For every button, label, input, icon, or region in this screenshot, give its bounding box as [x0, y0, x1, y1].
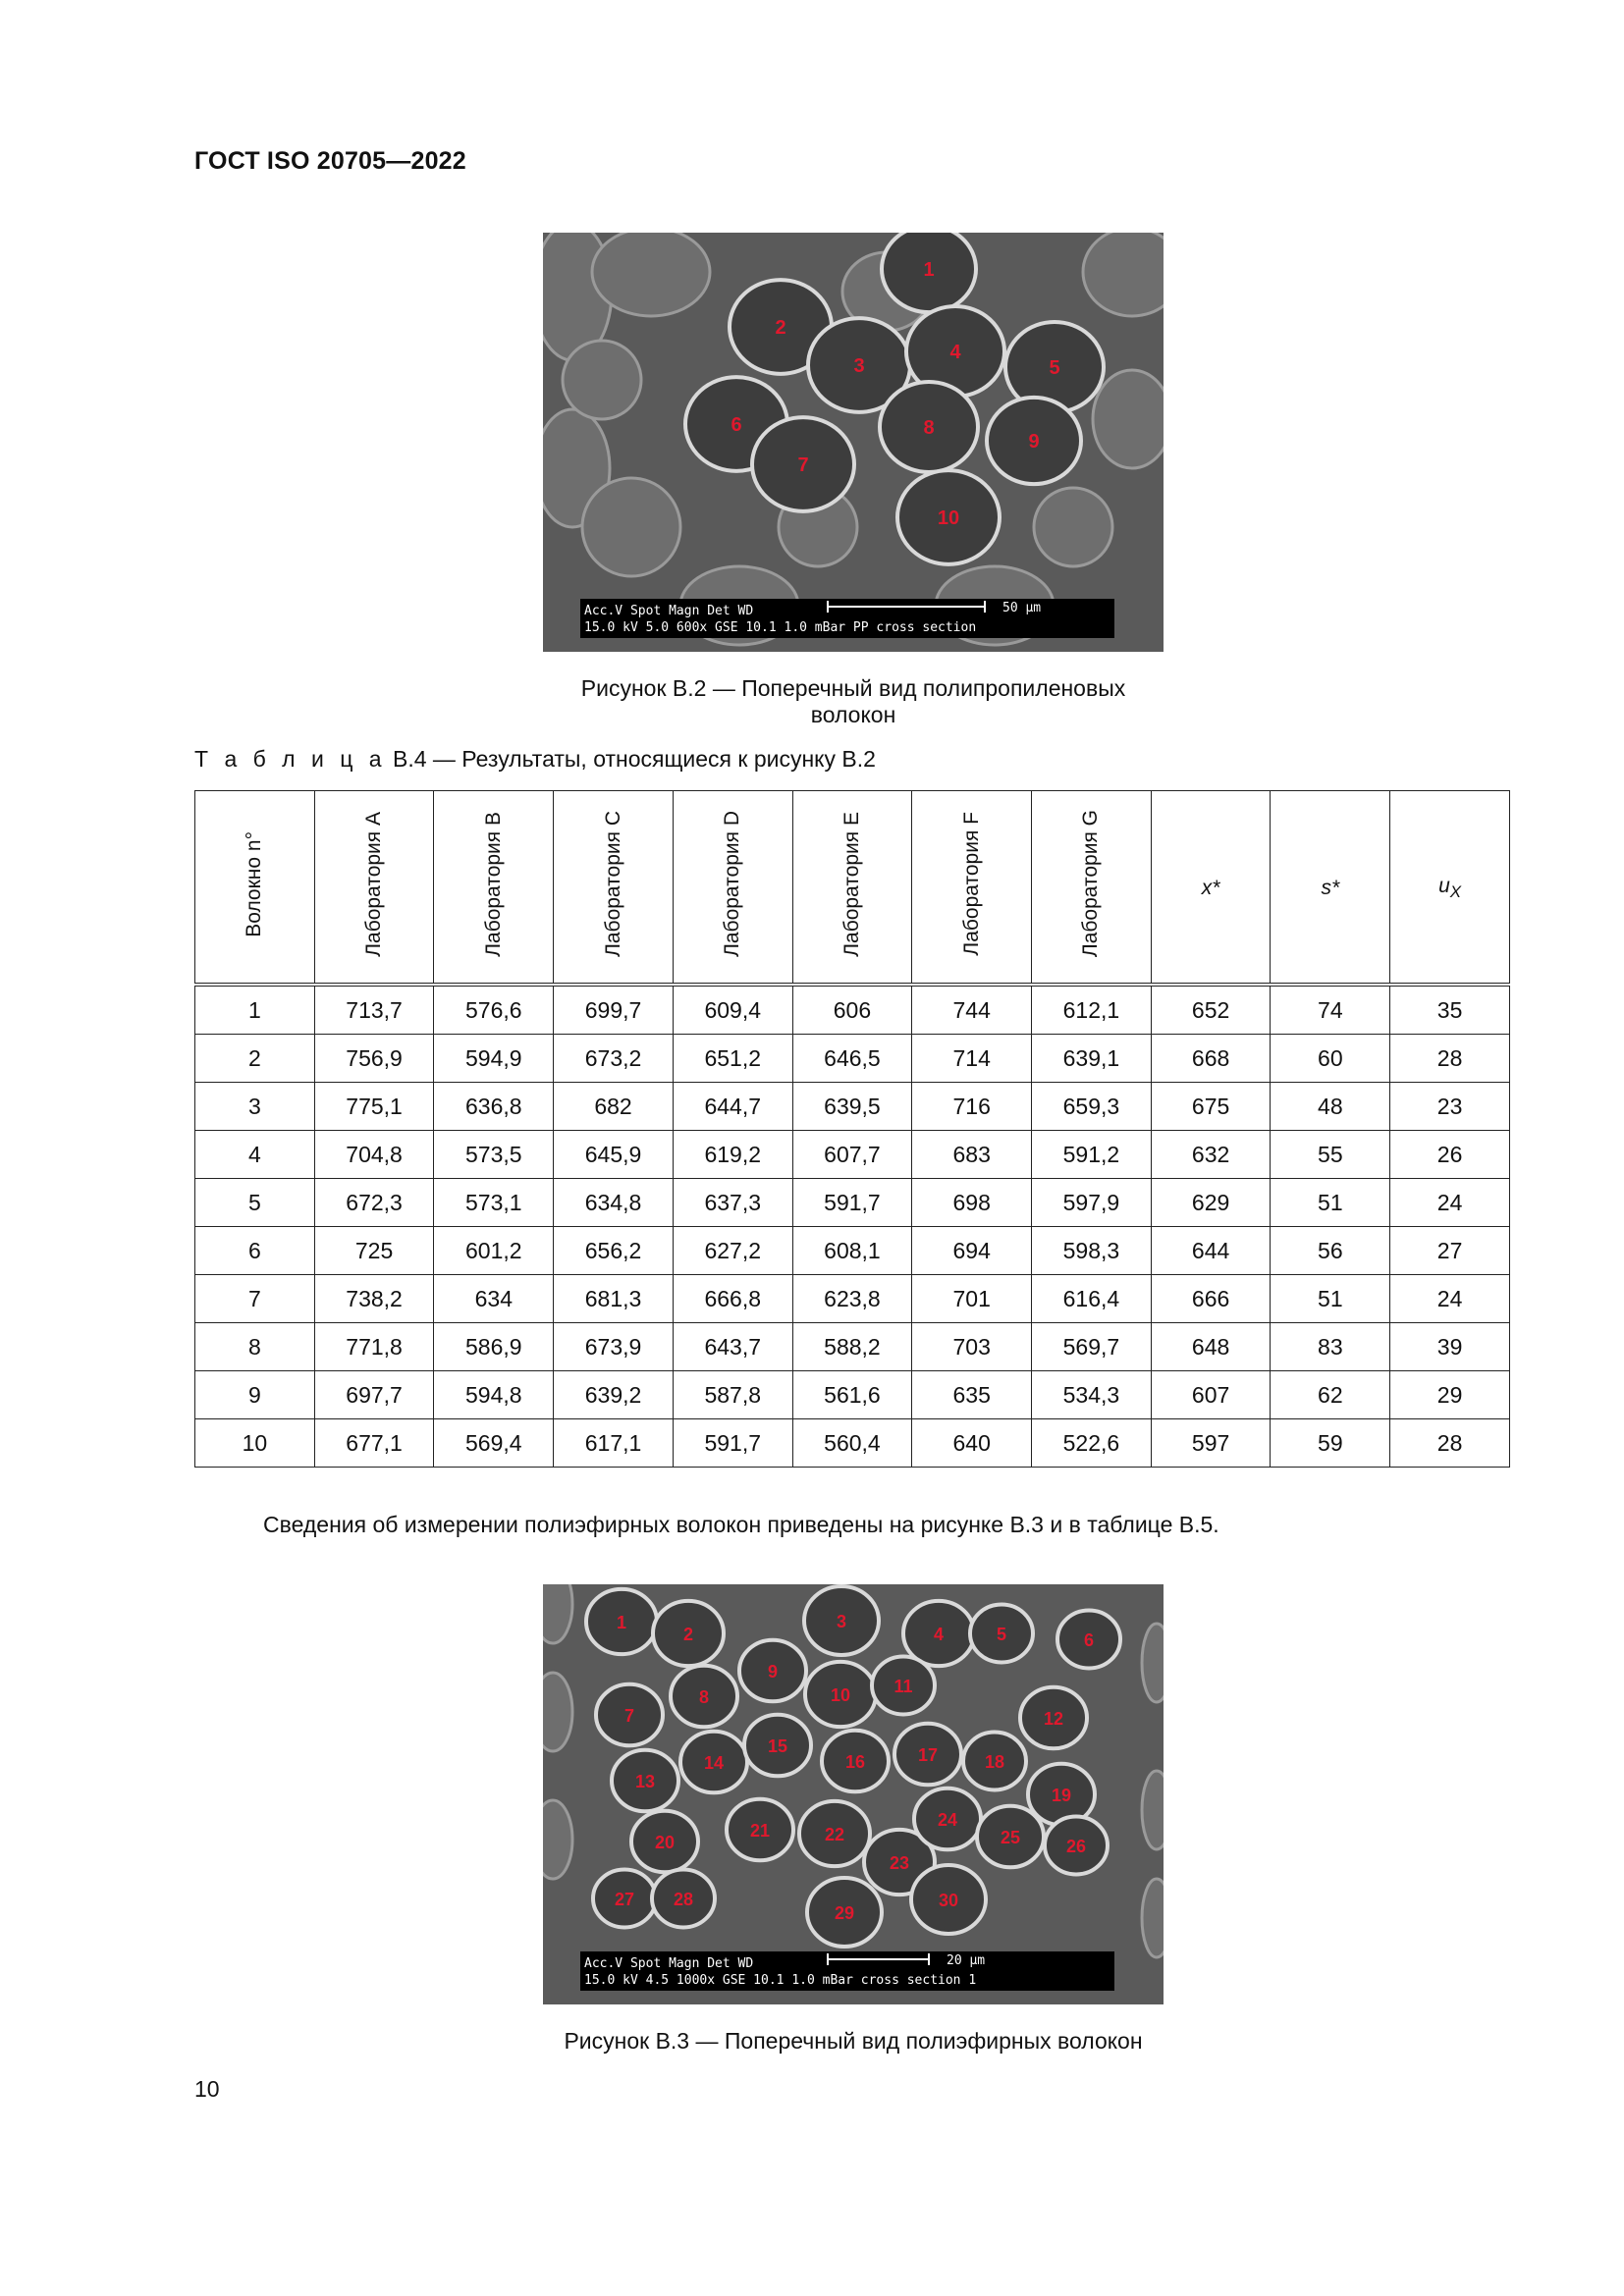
fiber-label: 5 — [996, 1625, 1007, 1644]
table-cell: 643,7 — [673, 1323, 792, 1371]
background-fiber — [1093, 370, 1164, 468]
results-table — [194, 790, 1510, 1468]
table-cell: 586,9 — [434, 1323, 554, 1371]
table-cell: 5 — [195, 1179, 315, 1227]
fiber-label: 3 — [853, 355, 865, 377]
table-cell: 24 — [1390, 1179, 1510, 1227]
fiber-cross-section — [882, 233, 976, 312]
table-cell: 659,3 — [1032, 1083, 1152, 1131]
column-header — [792, 791, 912, 986]
table-cell: 697,7 — [314, 1371, 434, 1419]
fiber-label: 7 — [797, 454, 809, 476]
fiber-cross-section — [671, 1666, 737, 1728]
table-cell: 62 — [1271, 1371, 1390, 1419]
table-cell: 522,6 — [1032, 1419, 1152, 1468]
table-cell: 60 — [1271, 1035, 1390, 1083]
fiber-label: 26 — [1065, 1837, 1087, 1856]
table-cell: 9 — [195, 1371, 315, 1419]
sem-info-line: Acc.V Spot Magn Det WD — [584, 604, 754, 618]
table-cell: 672,3 — [314, 1179, 434, 1227]
table-cell: 652 — [1151, 985, 1271, 1035]
fiber-cross-section — [914, 1789, 981, 1850]
table-label: Т а б л и ц а — [194, 746, 387, 772]
fiber-label: 2 — [775, 317, 786, 339]
table-cell: 666,8 — [673, 1275, 792, 1323]
table-cell: 682 — [554, 1083, 674, 1131]
column-header-label: Лаборатория F — [959, 812, 983, 956]
table-row — [195, 1035, 1510, 1083]
fiber-label: 20 — [654, 1833, 676, 1852]
table-cell: 573,5 — [434, 1131, 554, 1179]
table-cell: 576,6 — [434, 985, 554, 1035]
fiber-label: 4 — [933, 1625, 945, 1644]
table-cell: 601,2 — [434, 1227, 554, 1275]
column-header-label: Лаборатория В — [481, 811, 505, 957]
table-cell: 673,2 — [554, 1035, 674, 1083]
figure-b2-sem-image — [543, 233, 1164, 652]
table-cell: 639,5 — [792, 1083, 912, 1131]
table-cell: 23 — [1390, 1083, 1510, 1131]
figure-b3-caption: Рисунок В.3 — Поперечный вид полиэфирных волокон — [564, 2028, 1143, 2054]
table-cell: 39 — [1390, 1323, 1510, 1371]
table-cell: 1 — [195, 985, 315, 1035]
table-cell: 636,8 — [434, 1083, 554, 1131]
fiber-label: 14 — [703, 1753, 725, 1773]
table-caption-text: В.4 — Результаты, относящиеся к рисунку В.2 — [392, 746, 876, 772]
fiber-label: 5 — [1049, 357, 1060, 379]
fiber-cross-section — [1020, 1687, 1087, 1749]
table-cell: 569,7 — [1032, 1323, 1152, 1371]
fiber-cross-section — [596, 1684, 663, 1746]
table-cell: 591,7 — [792, 1179, 912, 1227]
table-cell: 644,7 — [673, 1083, 792, 1131]
table-header-row — [195, 791, 1510, 986]
table-cell: 2 — [195, 1035, 315, 1083]
fiber-cross-section — [822, 1731, 889, 1792]
column-header — [1151, 791, 1271, 986]
fiber-cross-section — [807, 1878, 882, 1947]
table-cell: 28 — [1390, 1419, 1510, 1468]
table-cell: 632 — [1151, 1131, 1271, 1179]
table-cell: 51 — [1271, 1179, 1390, 1227]
table-cell: 591,7 — [673, 1419, 792, 1468]
background-fiber — [1142, 1624, 1164, 1702]
fiber-cross-section — [804, 1586, 879, 1655]
column-header-label: Лаборатория Е — [839, 811, 863, 957]
table-cell: 10 — [195, 1419, 315, 1468]
table-row — [195, 1227, 1510, 1275]
sem-info-line: Acc.V Spot Magn Det WD — [584, 1956, 754, 1971]
fiber-cross-section — [872, 1657, 935, 1715]
table-cell: 639,2 — [554, 1371, 674, 1419]
fiber-cross-section — [977, 1806, 1044, 1868]
table-cell: 607,7 — [792, 1131, 912, 1179]
table-cell: 594,8 — [434, 1371, 554, 1419]
table-cell: 591,2 — [1032, 1131, 1152, 1179]
background-fiber — [1034, 488, 1112, 566]
table-row — [195, 1131, 1510, 1179]
fiber-label: 29 — [834, 1903, 855, 1923]
table-body — [195, 985, 1510, 1468]
table-row — [195, 1275, 1510, 1323]
background-fiber — [543, 1673, 572, 1751]
table-cell: 694 — [912, 1227, 1032, 1275]
column-header — [195, 791, 315, 986]
fiber-cross-section — [652, 1870, 715, 1928]
fiber-cross-section — [1045, 1817, 1108, 1875]
table-cell: 648 — [1151, 1323, 1271, 1371]
column-header-label: s* — [1321, 877, 1340, 899]
column-header-label: Лаборатория D — [721, 811, 744, 957]
table-cell: 699,7 — [554, 985, 674, 1035]
table-cell: 48 — [1271, 1083, 1390, 1131]
fiber-label: 11 — [893, 1677, 913, 1696]
fiber-label: 25 — [1000, 1828, 1021, 1847]
fiber-label: 1 — [616, 1613, 627, 1632]
table-cell: 28 — [1390, 1035, 1510, 1083]
table-cell: 587,8 — [673, 1371, 792, 1419]
table-cell: 55 — [1271, 1131, 1390, 1179]
fiber-cross-section — [727, 1799, 793, 1861]
table-cell: 756,9 — [314, 1035, 434, 1083]
table-cell: 629 — [1151, 1179, 1271, 1227]
fiber-cross-section — [752, 417, 854, 511]
table-cell: 703 — [912, 1323, 1032, 1371]
table-cell: 6 — [195, 1227, 315, 1275]
table-cell: 27 — [1390, 1227, 1510, 1275]
table-cell: 725 — [314, 1227, 434, 1275]
table-cell: 683 — [912, 1131, 1032, 1179]
table-cell: 619,2 — [673, 1131, 792, 1179]
table-cell: 597,9 — [1032, 1179, 1152, 1227]
fiber-cross-section — [739, 1640, 806, 1702]
table-cell: 716 — [912, 1083, 1032, 1131]
table-cell: 644 — [1151, 1227, 1271, 1275]
column-header-label: Лаборатория G — [1079, 810, 1103, 958]
table-cell: 677,1 — [314, 1419, 434, 1468]
column-header-label: x* — [1201, 877, 1220, 899]
scale-bar-label: 50 µm — [1002, 601, 1042, 615]
table-cell: 704,8 — [314, 1131, 434, 1179]
table-cell: 3 — [195, 1083, 315, 1131]
fiber-label: 8 — [923, 417, 935, 439]
fiber-label: 7 — [623, 1706, 635, 1726]
table-cell: 606 — [792, 985, 912, 1035]
table-cell: 771,8 — [314, 1323, 434, 1371]
column-header — [434, 791, 554, 986]
table-cell: 561,6 — [792, 1371, 912, 1419]
fiber-cross-section — [970, 1605, 1033, 1663]
fiber-label: 2 — [682, 1625, 694, 1644]
figure-b2-caption: Рисунок В.2 — Поперечный вид полипропиленовых волокон — [580, 675, 1126, 727]
fiber-label: 30 — [938, 1891, 959, 1910]
fiber-cross-section — [680, 1732, 747, 1793]
fiber-label: 27 — [614, 1890, 635, 1909]
fiber-cross-section — [612, 1750, 678, 1812]
table-row — [195, 985, 1510, 1035]
background-fiber — [1142, 1771, 1164, 1849]
table-cell: 666 — [1151, 1275, 1271, 1323]
table-cell: 588,2 — [792, 1323, 912, 1371]
table-cell: 637,3 — [673, 1179, 792, 1227]
fiber-label: 6 — [731, 414, 742, 436]
table-cell: 83 — [1271, 1323, 1390, 1371]
table-cell: 597 — [1151, 1419, 1271, 1468]
fiber-cross-section — [987, 398, 1081, 484]
column-header — [1271, 791, 1390, 986]
column-header-label: Волокно n° — [243, 830, 266, 937]
fiber-label: 22 — [824, 1825, 845, 1844]
fiber-label: 16 — [844, 1752, 866, 1772]
table-cell: 607 — [1151, 1371, 1271, 1419]
table-cell: 634,8 — [554, 1179, 674, 1227]
table-cell: 29 — [1390, 1371, 1510, 1419]
document-header: ГОСТ ISO 20705—2022 — [194, 147, 466, 175]
table-row — [195, 1419, 1510, 1468]
table-cell: 594,9 — [434, 1035, 554, 1083]
table-cell: 635 — [912, 1371, 1032, 1419]
fiber-label: 8 — [698, 1687, 710, 1707]
table-cell: 26 — [1390, 1131, 1510, 1179]
sem-info-line: 15.0 kV 5.0 600x GSE 10.1 1.0 mBar PP cross section — [584, 620, 977, 635]
table-row — [195, 1371, 1510, 1419]
fiber-label: 3 — [836, 1612, 847, 1631]
column-header-label: Лаборатория С — [601, 811, 624, 957]
fiber-label: 24 — [937, 1810, 958, 1830]
table-cell: 560,4 — [792, 1419, 912, 1468]
table-cell: 35 — [1390, 985, 1510, 1035]
table-cell: 639,1 — [1032, 1035, 1152, 1083]
fiber-cross-section — [744, 1715, 811, 1777]
fiber-label: 28 — [673, 1890, 694, 1909]
table-cell: 598,3 — [1032, 1227, 1152, 1275]
figure-b3-sem-image — [543, 1584, 1164, 2004]
fiber-label: 23 — [889, 1853, 910, 1873]
fiber-cross-section — [653, 1601, 724, 1666]
column-header-label: $u_X$ — [1438, 874, 1462, 902]
table-cell: 738,2 — [314, 1275, 434, 1323]
fiber-label: 10 — [937, 507, 960, 529]
fiber-label: 17 — [917, 1745, 939, 1765]
table-cell: 74 — [1271, 985, 1390, 1035]
fiber-label: 1 — [923, 259, 935, 281]
table-cell: 534,3 — [1032, 1371, 1152, 1419]
table-cell: 617,1 — [554, 1419, 674, 1468]
fiber-label: 6 — [1083, 1630, 1095, 1650]
fiber-cross-section — [631, 1811, 698, 1873]
background-fiber — [592, 233, 710, 316]
sem-info-line: 15.0 kV 4.5 1000x GSE 10.1 1.0 mBar cross section 1 — [584, 1973, 977, 1988]
body-paragraph: Сведения об измерении полиэфирных волокон приведены на рисунке В.3 и в таблице В.5. — [263, 1512, 1219, 1537]
table-cell: 51 — [1271, 1275, 1390, 1323]
table-cell: 8 — [195, 1323, 315, 1371]
column-header — [314, 791, 434, 986]
fiber-label: 4 — [949, 342, 961, 363]
table-row — [195, 1323, 1510, 1371]
table-b4-title — [194, 746, 876, 773]
table-cell: 616,4 — [1032, 1275, 1152, 1323]
fiber-label: 9 — [767, 1662, 779, 1682]
table-cell: 775,1 — [314, 1083, 434, 1131]
table-cell: 713,7 — [314, 985, 434, 1035]
table-cell: 59 — [1271, 1419, 1390, 1468]
column-header-label: Лаборатория А — [362, 811, 386, 957]
column-header — [1390, 791, 1510, 986]
background-fiber — [563, 341, 641, 419]
table-cell: 744 — [912, 985, 1032, 1035]
table-cell: 646,5 — [792, 1035, 912, 1083]
fiber-cross-section — [593, 1870, 656, 1928]
fiber-label: 15 — [767, 1736, 788, 1756]
fiber-cross-section — [894, 1724, 961, 1786]
table-cell: 675 — [1151, 1083, 1271, 1131]
column-header — [554, 791, 674, 986]
background-fiber — [543, 1800, 572, 1879]
fiber-label: 19 — [1051, 1786, 1072, 1805]
table-row — [195, 1179, 1510, 1227]
table-cell: 698 — [912, 1179, 1032, 1227]
column-header — [673, 791, 792, 986]
table-cell: 24 — [1390, 1275, 1510, 1323]
fiber-cross-section — [799, 1801, 870, 1866]
fiber-label: 18 — [984, 1752, 1005, 1772]
table-cell: 668 — [1151, 1035, 1271, 1083]
table-row — [195, 1083, 1510, 1131]
column-header — [1032, 791, 1152, 986]
table-cell: 701 — [912, 1275, 1032, 1323]
table-cell: 573,1 — [434, 1179, 554, 1227]
fiber-cross-section — [586, 1589, 657, 1654]
fiber-label: 9 — [1028, 431, 1040, 453]
table-cell: 609,4 — [673, 985, 792, 1035]
table-cell: 645,9 — [554, 1131, 674, 1179]
table-cell: 612,1 — [1032, 985, 1152, 1035]
background-fiber — [582, 478, 680, 576]
table-cell: 656,2 — [554, 1227, 674, 1275]
table-cell: 714 — [912, 1035, 1032, 1083]
table-cell: 4 — [195, 1131, 315, 1179]
fiber-label: 13 — [634, 1772, 656, 1791]
table-cell: 627,2 — [673, 1227, 792, 1275]
table-cell: 673,9 — [554, 1323, 674, 1371]
table-cell: 608,1 — [792, 1227, 912, 1275]
fiber-label: 12 — [1043, 1709, 1064, 1729]
fiber-cross-section — [1057, 1611, 1120, 1669]
fiber-cross-section — [963, 1733, 1026, 1790]
table-cell: 651,2 — [673, 1035, 792, 1083]
fiber-cross-section — [897, 470, 1000, 564]
fiber-cross-section — [911, 1865, 986, 1934]
table-cell: 623,8 — [792, 1275, 912, 1323]
scale-bar-label: 20 µm — [947, 1953, 986, 1968]
table-cell: 634 — [434, 1275, 554, 1323]
table-cell: 681,3 — [554, 1275, 674, 1323]
fiber-cross-section — [805, 1662, 876, 1727]
table-cell: 7 — [195, 1275, 315, 1323]
page-number: 10 — [194, 2076, 220, 2102]
table-cell: 56 — [1271, 1227, 1390, 1275]
column-header — [912, 791, 1032, 986]
background-fiber — [1142, 1879, 1164, 1957]
fiber-label: 10 — [830, 1685, 851, 1705]
table-cell: 569,4 — [434, 1419, 554, 1468]
fiber-label: 21 — [749, 1821, 771, 1841]
table-cell: 640 — [912, 1419, 1032, 1468]
fiber-cross-section — [880, 382, 978, 472]
